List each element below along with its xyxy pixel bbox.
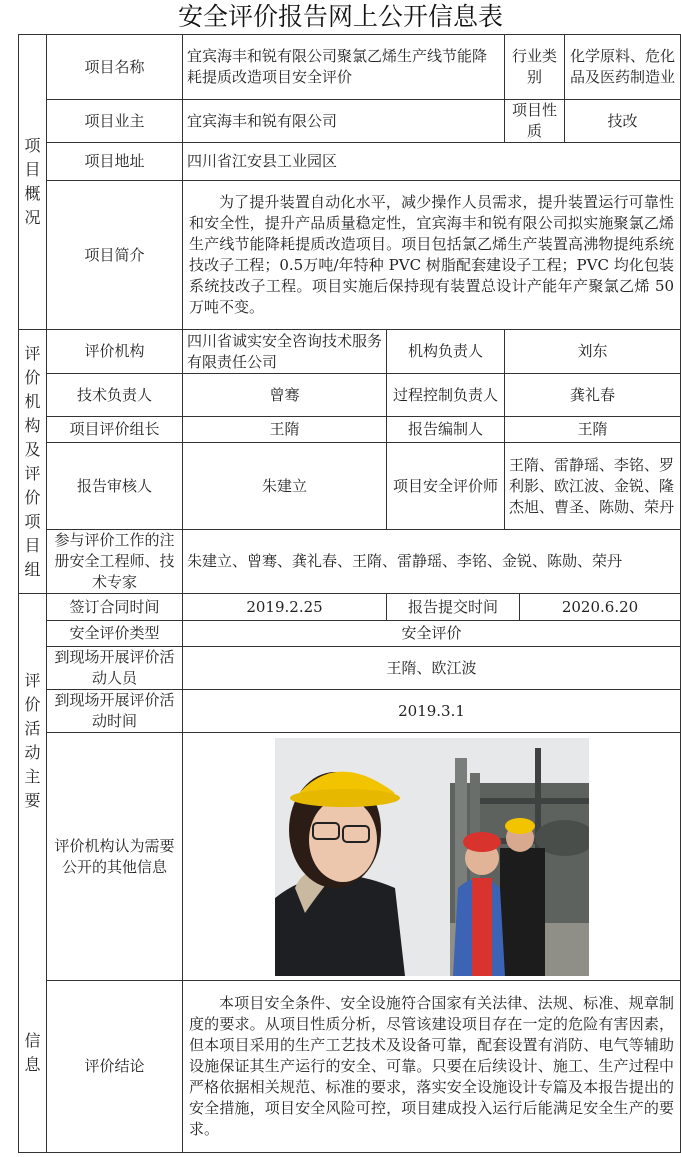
nature-value: 技改 xyxy=(565,100,681,143)
reviewer-label: 报告审核人 xyxy=(47,443,183,530)
assessors-value: 王隋、雷静瑶、李铭、罗利影、欧江波、金锐、隆杰旭、曹圣、陈勋、荣丹 xyxy=(505,443,681,530)
report-writer-value: 王隋 xyxy=(505,417,681,443)
tech-head-value: 曾骞 xyxy=(183,374,387,417)
team-leader-label: 项目评价组长 xyxy=(47,417,183,443)
contract-time-label: 签订合同时间 xyxy=(47,594,183,621)
nature-label: 项目性质 xyxy=(505,100,565,143)
agency-head-label: 机构负责人 xyxy=(387,330,505,374)
intro-label: 项目简介 xyxy=(47,181,183,330)
address-value: 四川省江安县工业园区 xyxy=(183,143,681,181)
contract-time-value: 2019.2.25 xyxy=(183,594,387,621)
report-writer-label: 报告编制人 xyxy=(387,417,505,443)
page-title: 安全评价报告网上公开信息表 xyxy=(177,2,503,31)
project-name-value: 宜宾海丰和锐有限公司聚氯乙烯生产线节能降耗提质改造项目安全评价 xyxy=(183,35,505,100)
industry-value: 化学原料、危化品及医药制造业 xyxy=(565,35,681,100)
engineers-value: 朱建立、曾骞、龚礼春、王隋、雷静瑶、李铭、金锐、陈勋、荣丹 xyxy=(183,530,681,594)
assessors-label: 项目安全评价师 xyxy=(387,443,505,530)
process-control-value: 龚礼春 xyxy=(505,374,681,417)
conclusion-value: 本项目安全条件、安全设施符合国家有关法律、法规、标准、规章制度的要求。从项目性质分析，尽管该建设项目存在一定的危险有害因素，但本项目采用的生产工艺技术及设备可靠，配套设置有消防、电气等辅助设施保证其生产运行的安全、可靠。只要在后续设计、施工、生产过程中严格依据相关规范、标准的要求，落实安全设施设计专篇及本报告提出的安全措施，项目安全风险可控，项目建成投入运行后能满足安全生产的要求。 xyxy=(183,981,681,1153)
agency-label: 评价机构 xyxy=(47,330,183,374)
onsite-time-value: 2019.3.1 xyxy=(183,690,681,733)
assessment-type-label: 安全评价类型 xyxy=(47,621,183,647)
address-label: 项目地址 xyxy=(47,143,183,181)
onsite-people-label: 到现场开展评价活动人员 xyxy=(47,647,183,690)
submit-time-value: 2020.6.20 xyxy=(520,594,681,621)
onsite-time-label: 到现场开展评价活动时间 xyxy=(47,690,183,733)
onsite-people-value: 王隋、欧江波 xyxy=(183,647,681,690)
industry-label: 行业类别 xyxy=(505,35,565,100)
site-photo xyxy=(275,738,589,976)
other-info-label: 评价机构认为需要公开的其他信息 xyxy=(47,733,183,981)
engineers-label: 参与评价工作的注册安全工程师、技术专家 xyxy=(47,530,183,594)
intro-value: 为了提升装置自动化水平，减少操作人员需求，提升装置运行可靠性和安全性，提升产品质量稳定性，宜宾海丰和锐有限公司拟实施聚氯乙烯生产线节能降耗提质改造项目。项目包括氯乙烯生产装置高沸物提纯系统技改子工程；0.5万吨/年特种 PVC 树脂配套建设子工程；PVC 均化包装系统技改子工程。项目实施后保持现有装置总设计产能年产聚氯乙烯 50 万吨不变。 xyxy=(183,181,681,330)
submit-time-label: 报告提交时间 xyxy=(387,594,520,621)
agency-value: 四川省诚实安全咨询技术服务有限责任公司 xyxy=(183,330,387,374)
project-name-label: 项目名称 xyxy=(47,35,183,100)
assessment-type-value: 安全评价 xyxy=(183,621,681,647)
process-control-label: 过程控制负责人 xyxy=(387,374,505,417)
conclusion-label: 评价结论 xyxy=(47,981,183,1153)
info-table xyxy=(18,34,681,1153)
reviewer-value: 朱建立 xyxy=(183,443,387,530)
section-activity: 评 价 活 动 主 要 信 息 xyxy=(19,594,47,1153)
owner-label: 项目业主 xyxy=(47,100,183,143)
section-overview: 项 目 概 况 xyxy=(19,35,47,330)
tech-head-label: 技术负责人 xyxy=(47,374,183,417)
section-org: 评 价 机 构 及 评 价 项 目 组 xyxy=(19,330,47,594)
site-photo-cell xyxy=(183,733,681,981)
agency-head-value: 刘东 xyxy=(505,330,681,374)
owner-value: 宜宾海丰和锐有限公司 xyxy=(183,100,505,143)
team-leader-value: 王隋 xyxy=(183,417,387,443)
